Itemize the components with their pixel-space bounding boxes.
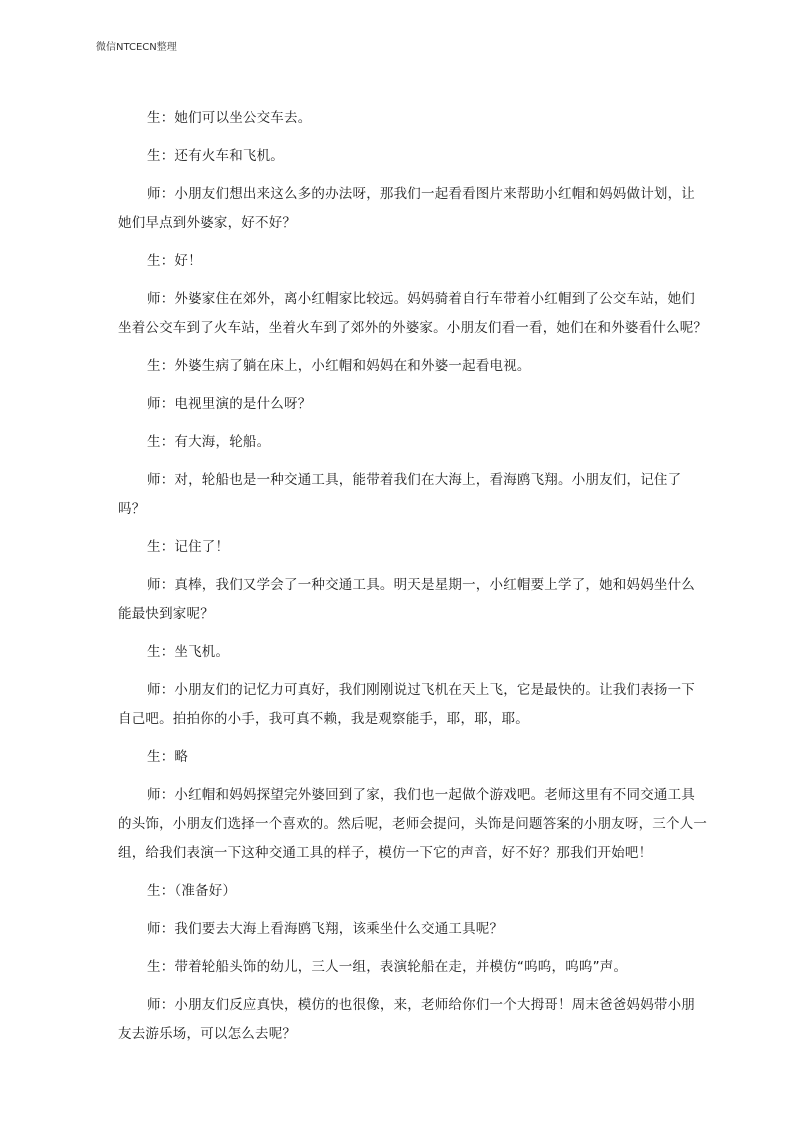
paragraph-13: 师：小朋友们的记忆力可真好，我们刚刚说过飞机在天上飞，它是最快的。让我们表扬一下自己吧。拍拍你的小手，我可真不赖，我是观察能手，耶，耶，耶。 <box>118 682 695 727</box>
paragraph-9: 师：对，轮船也是一种交通工具，能带着我们在大海上，看海鸥飞翔。小朋友们，记住了吗？ <box>118 472 682 517</box>
paragraph-4: 生：好！ <box>147 253 202 269</box>
paragraph-15: 师：小红帽和妈妈探望完外婆回到了家，我们也一起做个游戏吧。老师这里有不同交通工具的头饰，小朋友们选择一个喜欢的。然后呢，老师会提问，头饰是问题答案的小朋友呀，三个人一组，给我们表演一下这种交通工具的样子，模仿一下它的声音，好不好？那我们开始吧！ <box>118 787 708 861</box>
paragraph-3: 师：小朋友们想出来这么多的办法呀，那我们一起看看图片来帮助小红帽和妈妈做计划，让她们早点到外婆家，好不好？ <box>118 186 695 231</box>
paragraph-1: 生：她们可以坐公交车去。 <box>147 110 312 126</box>
paragraph-7: 师：电视里演的是什么呀？ <box>147 396 312 412</box>
paragraph-6: 生：外婆生病了躺在床上，小红帽和妈妈在和外婆一起看电视。 <box>147 358 531 374</box>
paragraph-11: 师：真棒，我们又学会了一种交通工具。明天是星期一，小红帽要上学了，她和妈妈坐什么能最快到家呢？ <box>118 577 695 622</box>
paragraph-19: 师：小朋友们反应真快，模仿的也很像，来，老师给你们一个大拇哥！周末爸爸妈妈带小朋友去游乐场，可以怎么去呢？ <box>118 997 695 1042</box>
paragraph-10: 生：记住了！ <box>147 539 230 555</box>
paragraph-14: 生：略 <box>147 749 189 765</box>
paragraph-16: 生：（准备好） <box>147 883 237 899</box>
paragraph-5: 师：外婆家住在郊外，离小红帽家比较远。妈妈骑着自行车带着小红帽到了公交车站，她们坐着公交车到了火车站，坐着火车到了郊外的外婆家。小朋友们看一看，她们在和外婆看什么呢？ <box>118 291 708 336</box>
page-header-watermark: 微信NTCECN整理 <box>96 42 177 53</box>
paragraph-2: 生：还有火车和飞机。 <box>147 148 284 164</box>
document-body <box>118 104 708 1058</box>
paragraph-12: 生：坐飞机。 <box>147 644 230 660</box>
paragraph-17: 师：我们要去大海上看海鸥飞翔，该乘坐什么交通工具呢？ <box>147 921 504 937</box>
paragraph-18: 生：带着轮船头饰的幼儿，三人一组，表演轮船在走，并模仿“呜呜，呜呜”声。 <box>147 959 628 975</box>
paragraph-8: 生：有大海，轮船。 <box>147 434 271 450</box>
